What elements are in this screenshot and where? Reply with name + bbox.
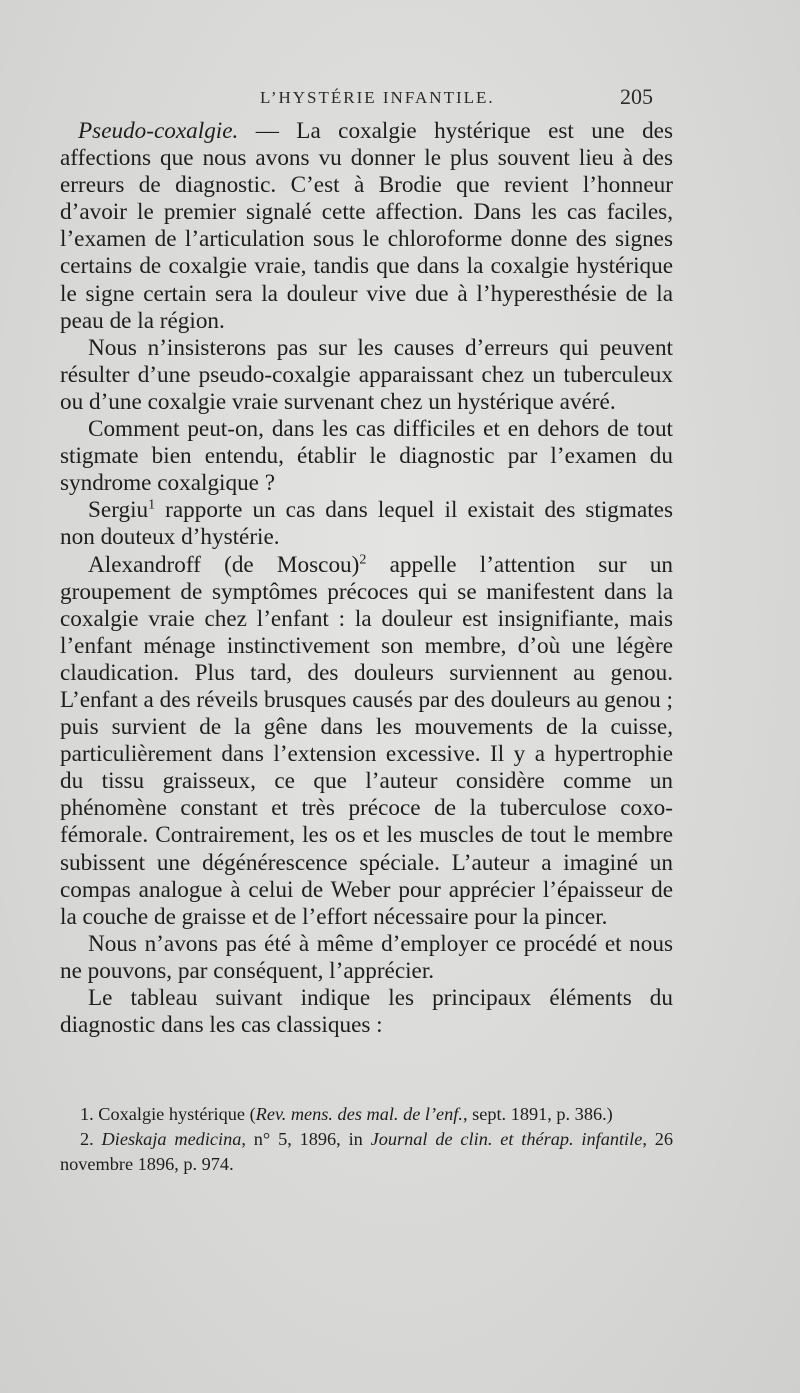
- running-title: L’HYSTÉRIE INFANTILE.: [260, 88, 495, 107]
- footnote-source: Journal de clin. et thérap. infantile: [370, 1129, 643, 1149]
- footnote-source: Rev. mens. des mal. de l’enf.: [255, 1104, 463, 1124]
- paragraph-text: appelle l’attention sur un groupement de symptômes précoces qui se manifestent dans la coxalgie vraie chez l’enfant : la douleur est insignifiante, mais l’enfant ménage instinctivement son membre, d’où une légère claudication. Plus tard, des douleurs surviennent au genou. L’enfant a des réveils brusques causés par des douleurs au genou ; puis survient de la gêne dans les mouvements de la cuisse, particulièrement dans l’extension excessive. Il y a hypertrophie du tissu graisseux, ce que l’auteur considère comme un phénomène constant et très précoce de la tuberculose coxo-fémorale. Contrairement, les os et les muscles de tout le membre subissent une dégénérescence spéciale. L’auteur a imaginé un compas analogue à celui de Weber pour apprécier l’épaisseur de la couche de graisse et de l’effort nécessaire pour la pincer.: [60, 551, 674, 930]
- footnote-number: 1.: [80, 1104, 94, 1124]
- paragraph-text: rapporte un cas dans lequel il existait des stigmates non douteux d’hystérie.: [60, 497, 673, 551]
- paragraph-text: Sergiu: [88, 497, 149, 524]
- paragraph-sergiu: [60, 497, 673, 551]
- paragraph-causes-erreurs: [60, 335, 673, 416]
- footnote-text: , sept. 1891, p. 386.): [462, 1104, 613, 1124]
- running-header: [60, 84, 660, 114]
- paragraph-text: Comment peut-on, dans les cas difficiles et en dehors de tout stigmate bien entendu, établir le diagnostic par l’examen du syndrome coxalgique ?: [60, 416, 673, 497]
- paragraph-procede: [60, 931, 673, 985]
- paragraph-pseudo-coxalgie: [60, 118, 673, 335]
- paragraph-text: Nous n’insisterons pas sur les causes d’erreurs qui peuvent résulter d’une pseudo-coxalgie apparaissant chez un tuberculeux ou d’une coxalgie vraie survenant chez un hystérique avéré.: [60, 334, 673, 415]
- footnote-ref: 1: [148, 497, 156, 513]
- paragraph-text: Nous n’avons pas été à même d’employer ce procédé et nous ne pouvons, par conséquent, l’apprécier.: [60, 930, 673, 984]
- footnote-text: , n° 5, 1896, in: [241, 1129, 371, 1149]
- paragraph-text: Le tableau suivant indique les principaux éléments du diagnostic dans les cas classiques :: [60, 985, 673, 1039]
- paragraph-text: — La coxalgie hystérique est une des affections que nous avons vu donner le plus souvent lieu à des erreurs de diagnostic. C’est à Brodie que revient l’honneur d’avoir le premier signalé cette affection. Dans les cas faciles, l’examen de l’articulation sous le chloroforme donne des signes certains de coxalgie vraie, tandis que dans la coxalgie hystérique le signe certain sera la douleur vive due à l’hyperesthésie de la peau de la région.: [60, 118, 673, 334]
- footnote-source: Dieskaja medicina: [93, 1129, 242, 1149]
- section-lead: Pseudo-coxalgie.: [78, 118, 239, 144]
- body-text: [60, 118, 673, 1039]
- paragraph-text: Alexandroff (de Moscou): [88, 551, 360, 578]
- footnote-1: [60, 1102, 673, 1127]
- paragraph-tableau: [60, 985, 673, 1039]
- page-number: 205: [620, 84, 653, 109]
- footnote-text: , 26 novembre 1896, p. 974.: [60, 1129, 674, 1174]
- paragraph-alexandroff: [60, 552, 673, 931]
- footnotes: [60, 1102, 673, 1177]
- paragraph-question-diagnostic: [60, 416, 673, 497]
- footnote-text: Coxalgie hystérique (: [93, 1104, 256, 1124]
- footnote-ref: 2: [359, 551, 367, 567]
- footnote-2: [60, 1127, 673, 1177]
- footnote-number: 2.: [80, 1129, 94, 1149]
